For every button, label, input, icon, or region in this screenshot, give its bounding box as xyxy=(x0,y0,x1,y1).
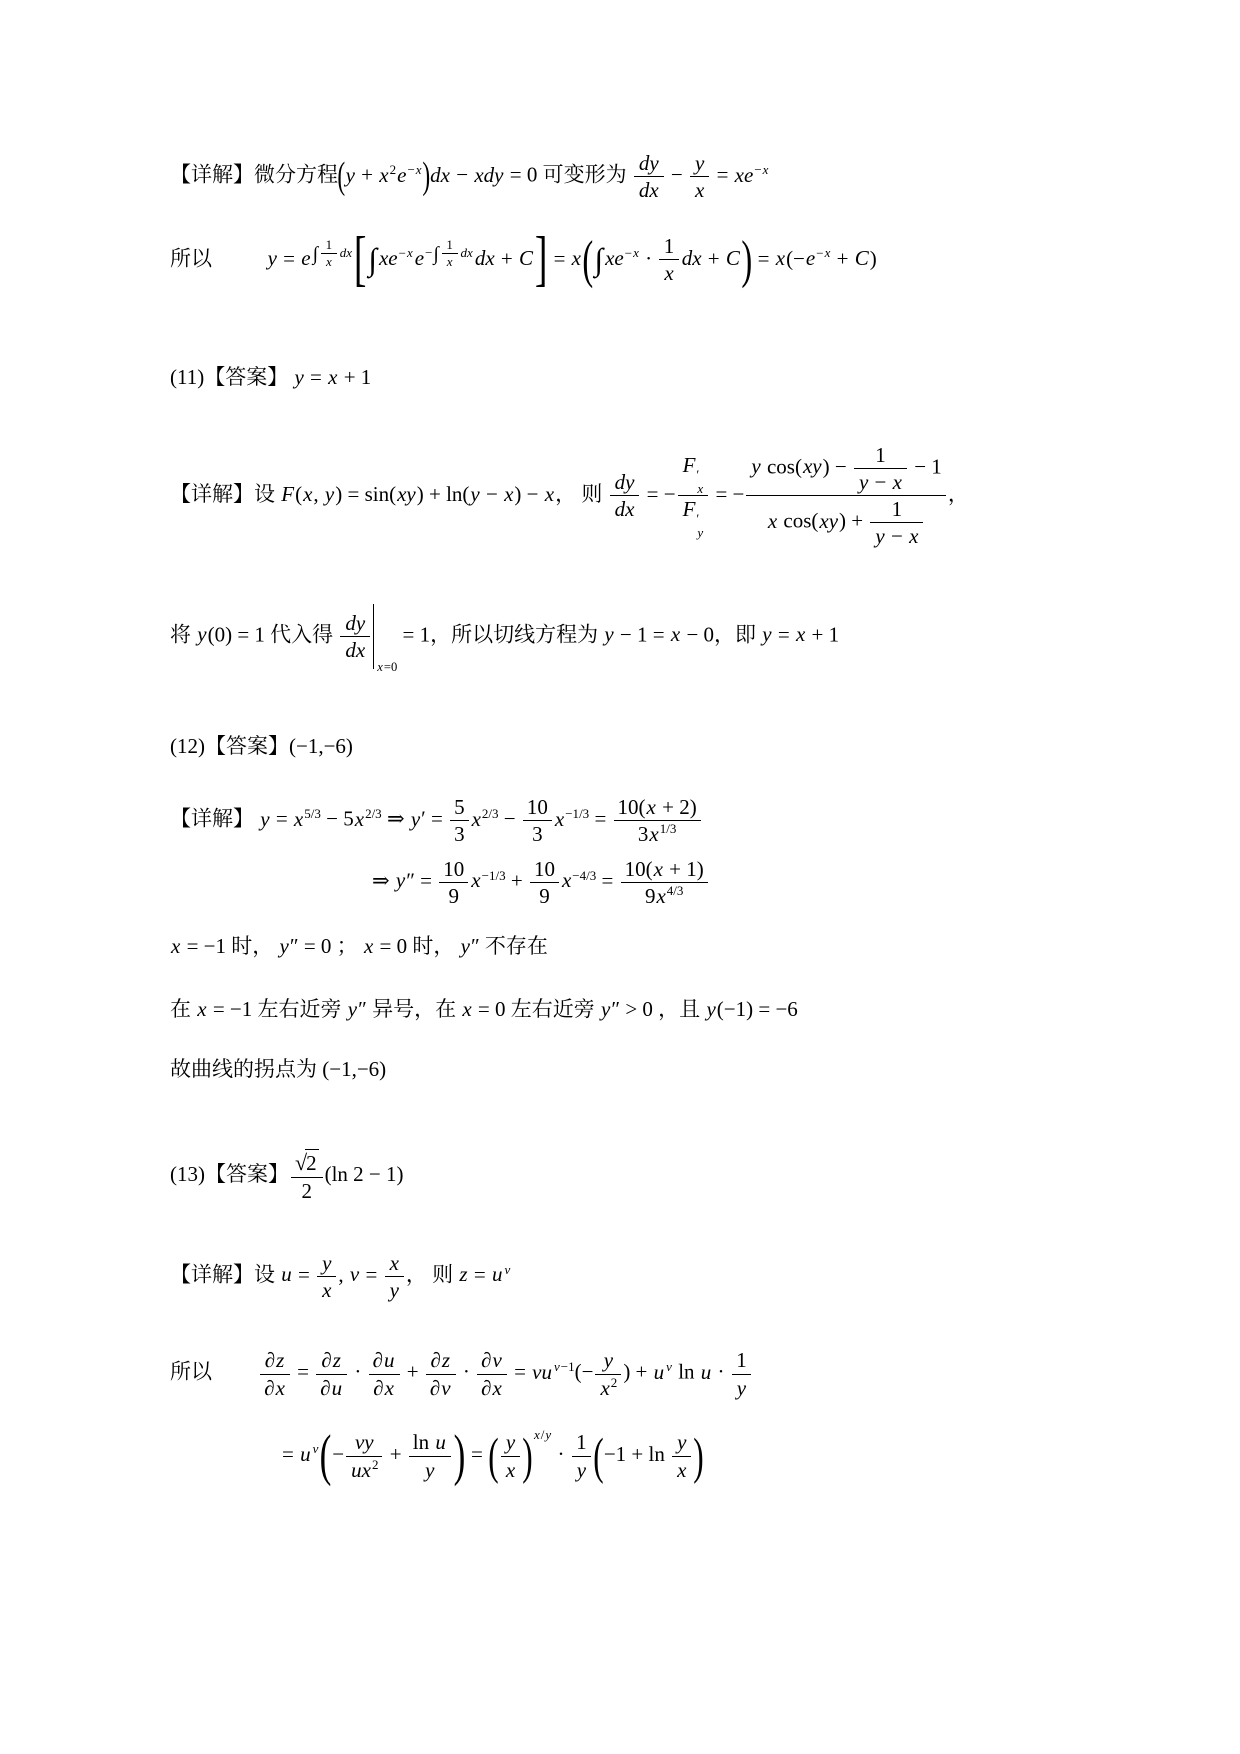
line-q10-integration: 所以 y = e $^{\int \frac{1}{x} dx}[\int xe^{-x}e^{-\int \frac{1}{x} dx}dx + C] = x(\int xe^{-x}$ · $\frac{1}{x}$ dx + $C) = x(-e^{-x} + C)$ xyxy=(170,225,877,293)
line-q11-answer: (11)【答案】 y = x + 1 xyxy=(170,365,372,390)
line-q12-critical-points: x = −1 时， y″ = 0 ； x = 0 时， y″ 不存在 xyxy=(171,934,548,959)
line-q12-sign-analysis: 在 x = −1 左右近旁 y″ 异号，在 x = 0 左右近旁 y″ > 0 ，且 y(−1) = −6 xyxy=(170,997,798,1022)
line-q12-answer: (12)【答案】(−1,−6) xyxy=(170,733,353,758)
line-q13-simplify: = u $^v$(− $\frac{vy}{ux^2}$ + $\frac{\text{ln u}}{y}$ ) = ( $\frac{y}{x}$ )$^{x/y}$ · $\frac{1}{y}$ (−1 + ln $\frac{y}{x}$ ) xyxy=(282,1423,705,1487)
line-q13-chain-rule: 所以 $\frac{\partial z}{\partial x}$ = $\frac{\partial z}{\partial u}$ · $\frac{\partial u}{\partial x}$ + $\frac{\partial z}{\partial v}$ · $\frac{\partial v}{\partial x}$ = vu $^{v-1}$(− $\frac{y}{x^2}$ ) + u $^v$ ln u · $\frac{1}{y}$ xyxy=(170,1347,1180,1401)
line-q11-tangent: 将 y(0) = 1 代入得 $\frac{dy}{dx}$ x=0 = 1，所以切线方程为 y − 1 = x − 0，即 y = x + 1 xyxy=(170,604,1180,669)
line-q12-second-derivative: ⇒ y″ = $\frac{10}{9}$ $x^{-1/3}$ + $\frac{10}{9}$ $x^{-4/3}$ = $\frac{10(x + 1)}{9x^{4/3}}$ xyxy=(372,856,1180,910)
line-q13-answer: (13)【答案】 $\frac{√2}{2}$ (ln 2 − 1) xyxy=(170,1149,404,1203)
line-q13-substitution: 【详解】设 u = $\frac{y}{x}$ , v = $\frac{x}{y}$ ， 则 z = u $^v$ xyxy=(170,1250,511,1303)
line-q12-first-derivative: 【详解】 $y = x^{5/3} - 5x^{2/3}$ ⇒ y′ = $\frac{5}{3}$ $x^{2/3}$ − $\frac{10}{3}$ $x^{-1/3}$ = $\frac{10(x + 2)}{3x^{1/3}}$ xyxy=(170,794,1180,848)
line-q11-detail: 【详解】设 F(x, y) = sin(xy) + ln(y − x) − x， 则 $\frac{dy}{dx}$ = − F ′ x F ′ y = − y cos(xy) − $\frac{1}{y - x}$ − 1 x cos(xy) + $\frac{1}{y - x}$ ， xyxy=(170,442,969,549)
line-q12-inflection: 故曲线的拐点为 (−1,−6) xyxy=(170,1056,387,1081)
line-q10-detail: 【详解】微分方程$(y + x^2e^{-x})dx$ − xdy = 0 可变形为 $\frac{dy}{dx}$ − $\frac{y}{x}$ = $xe^{-x}$ xyxy=(170,151,769,203)
